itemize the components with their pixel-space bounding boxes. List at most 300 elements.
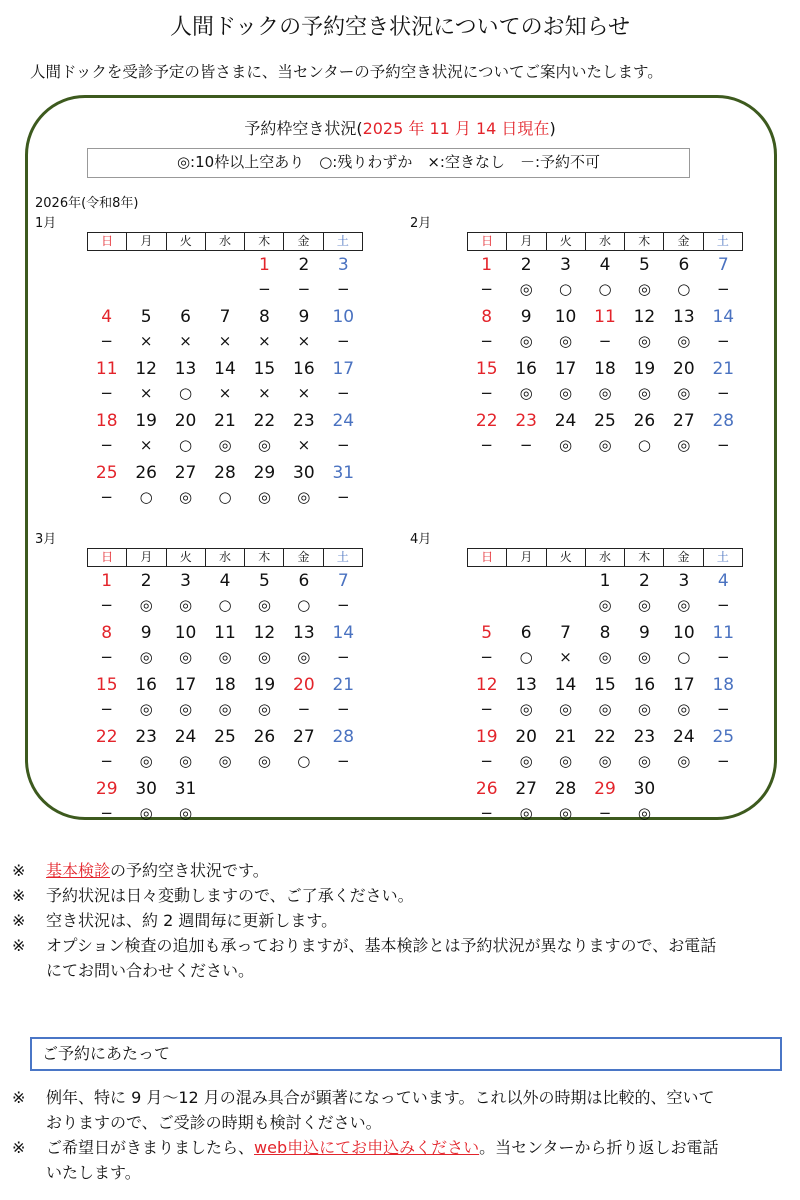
day-number: 19 (475, 727, 498, 747)
availability-status: ◎ (637, 752, 651, 770)
day-number: 28 (214, 463, 236, 483)
month-calendar (467, 232, 743, 459)
week-row (467, 725, 743, 775)
day-number: 15 (253, 359, 276, 379)
weekday-label: 金 (663, 549, 702, 566)
day-number: 9 (140, 623, 152, 643)
day-number: 13 (174, 359, 197, 379)
availability-status: − (297, 280, 311, 298)
weekday-header (87, 232, 363, 251)
day-number: 3 (337, 255, 349, 275)
availability-status: ◎ (257, 648, 271, 666)
note-text: 例年、特に 9 月～12 月の混み具合が顕著になっています。これ以外の時期は比較的、空いて (46, 1088, 715, 1107)
week-row (467, 673, 743, 723)
day-number: 5 (481, 623, 493, 643)
note-text: 。当センターから折り返しお電話 (479, 1138, 719, 1157)
day-number: 22 (594, 727, 616, 747)
availability-status: ◎ (677, 436, 691, 454)
availability-status: ◎ (139, 596, 153, 614)
note-text: オプション検査の追加も承っておりますが、基本検診とは予約状況が異なりますので、お電話 (46, 936, 717, 955)
day-number: 11 (712, 623, 735, 643)
availability-status: − (100, 488, 113, 506)
day-number: 11 (95, 359, 118, 379)
week-row (87, 357, 363, 407)
availability-status: − (336, 384, 350, 402)
day-number: 1 (599, 571, 611, 591)
week-row (467, 621, 743, 671)
availability-status: − (336, 280, 350, 298)
status-title-suffix: ) (549, 119, 556, 138)
weekday-label: 土 (323, 233, 362, 250)
empty-cell (245, 777, 284, 802)
weekday-label: 水 (205, 233, 244, 250)
availability-status: ◎ (637, 700, 651, 718)
availability-status: ◎ (257, 488, 271, 506)
weekday-label: 土 (323, 549, 362, 566)
weekday-header (87, 548, 363, 567)
empty-cell (284, 777, 323, 802)
availability-status: ◎ (637, 332, 651, 350)
availability-status: × (218, 384, 232, 402)
day-number: 28 (554, 779, 577, 799)
day-number: 24 (673, 727, 695, 747)
day-number: 16 (515, 359, 537, 379)
day-number: 8 (481, 307, 493, 327)
month-calendar (87, 232, 363, 511)
note-text: の予約空き状況です。 (110, 861, 269, 880)
availability-status: ◎ (677, 700, 691, 718)
availability-status: ◎ (559, 332, 573, 350)
availability-status: × (139, 384, 153, 402)
availability-status: ◎ (598, 436, 612, 454)
day-number: 10 (332, 307, 355, 327)
availability-status: ◎ (519, 384, 533, 402)
week-row (467, 409, 743, 459)
week-row (87, 621, 363, 671)
empty-cell (324, 802, 363, 827)
availability-status: × (139, 436, 153, 454)
weekday-label: 水 (585, 549, 624, 566)
weekday-header (467, 232, 743, 251)
day-number: 20 (174, 411, 197, 431)
availability-status: − (598, 804, 612, 822)
weekday-header (467, 548, 743, 567)
day-number: 7 (337, 571, 349, 591)
availability-status: − (336, 752, 350, 770)
availability-status: ○ (297, 596, 311, 614)
availability-status: ◎ (598, 752, 612, 770)
empty-cell (506, 569, 545, 594)
availability-status: − (258, 280, 271, 298)
availability-status: − (598, 332, 612, 350)
availability-status: ◎ (677, 332, 691, 350)
day-number: 23 (515, 411, 537, 431)
availability-status: ◎ (139, 648, 153, 666)
day-number: 13 (515, 675, 537, 695)
day-number: 12 (475, 675, 498, 695)
availability-status: − (716, 596, 730, 614)
day-number: 15 (594, 675, 616, 695)
day-number: 30 (135, 779, 157, 799)
availability-status: − (297, 700, 311, 718)
day-number: 21 (712, 359, 735, 379)
month-label: 4月 (410, 532, 432, 547)
availability-status: − (100, 436, 113, 454)
note-mark: ※ (12, 861, 26, 880)
availability-status: ◎ (598, 384, 612, 402)
empty-cell (467, 594, 506, 619)
availability-status: − (480, 436, 493, 454)
availability-status: − (480, 648, 493, 666)
empty-cell (664, 777, 703, 802)
page-title: 人間ドックの予約空き状況についてのお知らせ (169, 15, 631, 40)
day-number: 23 (135, 727, 157, 747)
day-number: 10 (174, 623, 197, 643)
availability-status: × (559, 648, 572, 666)
note-text: にてお問い合わせください。 (46, 961, 255, 980)
availability-status: ○ (179, 384, 193, 402)
availability-status: ◎ (637, 648, 651, 666)
weekday-label: 木 (624, 549, 663, 566)
note-text: おりますので、ご受診の時期も検討ください。 (46, 1113, 382, 1132)
availability-status: ◎ (519, 752, 533, 770)
day-number: 8 (599, 623, 611, 643)
day-number: 15 (475, 359, 498, 379)
week-row (467, 253, 743, 303)
day-number: 5 (639, 255, 650, 275)
availability-status: ○ (297, 752, 311, 770)
status-title-prefix: 予約枠空き状況( (244, 119, 363, 138)
weekday-label: 月 (506, 233, 545, 250)
day-number: 30 (633, 779, 656, 799)
empty-cell (126, 253, 165, 278)
note-mark: ※ (12, 1088, 26, 1107)
availability-status: ○ (677, 280, 691, 298)
availability-status: − (336, 648, 350, 666)
year-label: 2026年(令和8年) (35, 196, 139, 211)
status-date: 2025 年 11 月 14 日現在 (362, 119, 550, 138)
day-number: 22 (475, 411, 498, 431)
note-mark: ※ (12, 1138, 26, 1157)
day-number: 25 (712, 727, 735, 747)
day-number: 1 (259, 255, 270, 275)
weekday-label: 土 (703, 233, 742, 250)
day-number: 20 (293, 675, 315, 695)
availability-status: ○ (559, 280, 573, 298)
availability-status: ◎ (677, 384, 691, 402)
reservation-notes (12, 1085, 800, 1185)
day-number: 7 (560, 623, 571, 643)
availability-status: × (179, 332, 192, 350)
day-number: 27 (515, 779, 537, 799)
month-label: 3月 (35, 532, 57, 547)
weekday-label: 火 (166, 233, 205, 250)
day-number: 31 (174, 779, 197, 799)
empty-cell (126, 278, 165, 303)
day-number: 4 (219, 571, 231, 591)
availability-status: ◎ (179, 488, 193, 506)
week-row (87, 725, 363, 775)
availability-status: − (716, 332, 730, 350)
empty-cell (704, 802, 743, 827)
availability-status: ◎ (677, 752, 691, 770)
weekday-label: 土 (703, 549, 742, 566)
day-number: 2 (520, 255, 532, 275)
availability-status: ◎ (637, 280, 651, 298)
note-mark: ※ (12, 886, 26, 905)
availability-status: − (480, 332, 493, 350)
availability-status: ◎ (677, 596, 691, 614)
weekday-label: 水 (205, 549, 244, 566)
day-number: 12 (135, 359, 157, 379)
availability-status: ○ (218, 596, 232, 614)
day-number: 3 (678, 571, 690, 591)
availability-status: ◎ (139, 752, 153, 770)
availability-status: − (480, 804, 493, 822)
availability-status: − (100, 384, 113, 402)
reservation-note-2 (12, 1135, 800, 1160)
weekday-label: 日 (101, 550, 114, 564)
day-number: 7 (219, 307, 231, 327)
empty-cell (205, 278, 244, 303)
availability-status: ◎ (179, 596, 193, 614)
day-number: 2 (140, 571, 152, 591)
empty-cell (704, 777, 743, 802)
week-row (87, 409, 363, 459)
empty-cell (324, 777, 363, 802)
empty-cell (546, 569, 585, 594)
weekday-label: 火 (166, 549, 205, 566)
note-text: 予約状況は日々変動しますので、ご了承ください。 (46, 886, 414, 905)
week-row (87, 253, 363, 303)
day-number: 25 (214, 727, 236, 747)
weekday-label: 火 (546, 549, 585, 566)
availability-status: × (258, 384, 271, 402)
day-number: 18 (214, 675, 236, 695)
week-row (87, 777, 363, 827)
availability-status: ◎ (139, 804, 153, 822)
day-number: 29 (594, 779, 616, 799)
availability-status: ◎ (179, 700, 193, 718)
empty-cell (166, 253, 205, 278)
availability-status: − (336, 436, 350, 454)
notes (12, 858, 800, 983)
availability-status: ○ (598, 280, 612, 298)
day-number: 11 (594, 307, 616, 327)
day-number: 26 (475, 779, 498, 799)
availability-status: − (716, 700, 730, 718)
day-number: 11 (214, 623, 236, 643)
availability-status: ◎ (218, 752, 232, 770)
availability-status: ○ (519, 648, 533, 666)
availability-status: − (716, 436, 730, 454)
day-number: 21 (554, 727, 577, 747)
availability-status: ◎ (519, 804, 533, 822)
empty-cell (166, 278, 205, 303)
empty-cell (467, 569, 506, 594)
day-number: 4 (599, 255, 611, 275)
basic-checkup-link[interactable]: 基本検診 (46, 861, 111, 880)
empty-cell (205, 777, 244, 802)
day-number: 4 (717, 571, 729, 591)
note-mark: ※ (12, 911, 26, 930)
note-3 (12, 908, 800, 933)
availability-status: ◎ (179, 648, 193, 666)
day-number: 6 (180, 307, 191, 327)
availability-status: − (519, 436, 533, 454)
availability-status: − (480, 280, 493, 298)
reservation-note-1 (12, 1085, 800, 1110)
empty-cell (546, 594, 585, 619)
availability-status: ◎ (637, 596, 651, 614)
availability-status: ◎ (257, 436, 271, 454)
availability-status: ◎ (559, 700, 573, 718)
availability-status: ◎ (598, 596, 612, 614)
day-number: 18 (594, 359, 616, 379)
weekday-label: 火 (546, 233, 585, 250)
availability-status: ◎ (257, 752, 271, 770)
week-row (87, 461, 363, 511)
note-1 (12, 858, 800, 883)
availability-status: − (480, 700, 493, 718)
day-number: 8 (101, 623, 113, 643)
availability-status: ◎ (637, 804, 651, 822)
month-label: 2月 (410, 216, 432, 231)
day-number: 24 (554, 411, 577, 431)
legend: ◎:10枠以上空あり ○:残りわずか ×:空きなし －:予約不可 (87, 148, 690, 178)
availability-status: × (139, 332, 153, 350)
day-number: 23 (633, 727, 656, 747)
day-number: 25 (95, 463, 118, 483)
day-number: 17 (554, 359, 577, 379)
day-number: 14 (214, 359, 236, 379)
availability-status: ◎ (519, 280, 533, 298)
web-application-link[interactable]: web申込にてお申込みください (254, 1138, 480, 1157)
day-number: 14 (554, 675, 577, 695)
day-number: 18 (95, 411, 118, 431)
availability-status: ◎ (139, 700, 153, 718)
day-number: 6 (520, 623, 532, 643)
day-number: 3 (180, 571, 191, 591)
day-number: 30 (293, 463, 315, 483)
day-number: 20 (515, 727, 537, 747)
day-number: 27 (174, 463, 197, 483)
availability-status: × (297, 436, 311, 454)
day-number: 8 (259, 307, 270, 327)
availability-status: ○ (179, 436, 193, 454)
day-number: 6 (298, 571, 310, 591)
week-row (87, 569, 363, 619)
day-number: 19 (633, 359, 656, 379)
day-number: 10 (673, 623, 695, 643)
day-number: 29 (95, 779, 118, 799)
weekday-label: 日 (481, 550, 494, 564)
weekday-label: 月 (126, 549, 165, 566)
weekday-label: 木 (624, 233, 663, 250)
day-number: 4 (101, 307, 113, 327)
day-number: 13 (673, 307, 695, 327)
day-number: 22 (253, 411, 276, 431)
day-number: 17 (174, 675, 197, 695)
weekday-label: 水 (585, 233, 624, 250)
day-number: 3 (560, 255, 571, 275)
month-calendar (87, 548, 363, 827)
availability-status: × (297, 332, 311, 350)
day-number: 9 (520, 307, 532, 327)
availability-status: ◎ (559, 804, 573, 822)
day-number: 23 (293, 411, 315, 431)
note-text: ご希望日がきまりましたら、 (46, 1138, 255, 1157)
availability-status: ○ (677, 648, 691, 666)
availability-status: ◎ (257, 596, 271, 614)
day-number: 14 (332, 623, 355, 643)
day-number: 24 (174, 727, 197, 747)
day-number: 1 (481, 255, 493, 275)
availability-status: ◎ (297, 488, 311, 506)
availability-status: − (336, 700, 350, 718)
weekday-label: 月 (126, 233, 165, 250)
availability-status: ◎ (559, 384, 573, 402)
weekday-label: 金 (663, 233, 702, 250)
week-row (467, 777, 743, 827)
day-number: 2 (639, 571, 650, 591)
empty-cell (87, 278, 126, 303)
availability-status: ◎ (598, 700, 612, 718)
availability-status: × (218, 332, 232, 350)
availability-status: − (716, 280, 730, 298)
availability-status: ◎ (297, 648, 311, 666)
subtitle: 人間ドックを受診予定の皆さまに、当センターの予約空き状況についてご案内いたします。 (30, 63, 663, 81)
availability-status: − (100, 700, 113, 718)
day-number: 6 (678, 255, 690, 275)
availability-status: ○ (139, 488, 153, 506)
day-number: 15 (95, 675, 118, 695)
note-text: いたします。 (46, 1163, 141, 1182)
availability-status: − (336, 488, 350, 506)
availability-status: ◎ (257, 700, 271, 718)
availability-status: ◎ (179, 804, 193, 822)
availability-status: − (716, 752, 730, 770)
day-number: 7 (717, 255, 729, 275)
availability-status: ◎ (218, 648, 232, 666)
availability-status: ◎ (559, 436, 573, 454)
empty-cell (664, 802, 703, 827)
status-title (0, 116, 800, 139)
week-row (467, 357, 743, 407)
month-label: 1月 (35, 216, 57, 231)
day-number: 10 (554, 307, 577, 327)
note-mark: ※ (12, 936, 26, 955)
day-number: 27 (673, 411, 695, 431)
day-number: 29 (253, 463, 276, 483)
availability-status: ○ (637, 436, 651, 454)
weekday-label: 日 (101, 234, 114, 248)
day-number: 24 (332, 411, 355, 431)
note-4 (12, 933, 800, 958)
weekday-label: 金 (283, 549, 322, 566)
week-row (87, 305, 363, 355)
day-number: 16 (293, 359, 315, 379)
day-number: 5 (259, 571, 270, 591)
day-number: 16 (135, 675, 157, 695)
day-number: 17 (332, 359, 355, 379)
availability-status: ◎ (519, 700, 533, 718)
note-text: 空き状況は、約 2 週間毎に更新します。 (46, 911, 338, 930)
availability-status: − (100, 804, 113, 822)
note-2 (12, 883, 800, 908)
day-number: 5 (140, 307, 152, 327)
empty-cell (245, 802, 284, 827)
